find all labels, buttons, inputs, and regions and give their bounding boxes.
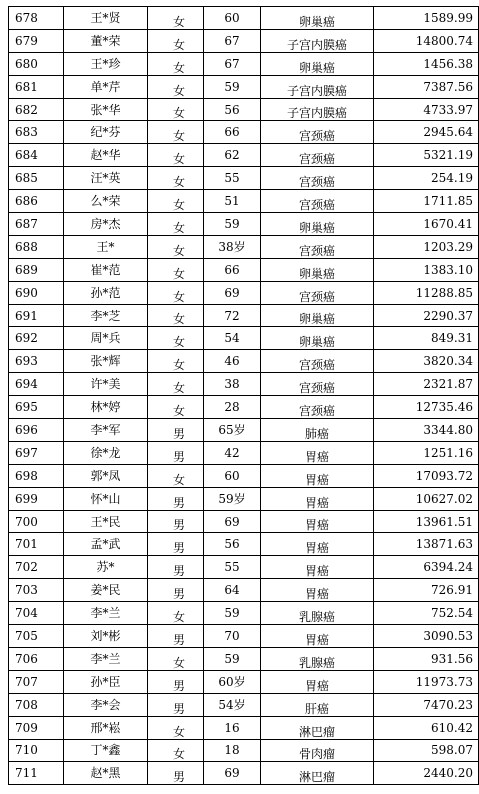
amount-cell: 7470.23 <box>374 693 479 716</box>
age-cell: 56 <box>204 533 261 556</box>
age-cell: 60岁 <box>204 670 261 693</box>
amount-cell: 4733.97 <box>374 98 479 121</box>
diagnosis-cell: 宫颈癌 <box>261 350 374 373</box>
row-number-cell: 697 <box>9 441 64 464</box>
table-row <box>9 98 479 121</box>
table-row <box>9 693 479 716</box>
name-cell: 许*美 <box>64 373 148 396</box>
table-row <box>9 373 479 396</box>
table-row <box>9 213 479 236</box>
amount-cell: 1456.38 <box>374 52 479 75</box>
name-cell: 王*民 <box>64 510 148 533</box>
diagnosis-cell: 肝癌 <box>261 693 374 716</box>
table-row <box>9 29 479 52</box>
diagnosis-cell: 淋巴瘤 <box>261 716 374 739</box>
age-cell: 60 <box>204 464 261 487</box>
sex-cell: 女 <box>148 190 204 213</box>
diagnosis-cell: 胃癌 <box>261 579 374 602</box>
table-row <box>9 556 479 579</box>
sex-cell: 女 <box>148 121 204 144</box>
sex-cell: 女 <box>148 7 204 30</box>
diagnosis-cell: 胃癌 <box>261 625 374 648</box>
sex-cell: 女 <box>148 213 204 236</box>
sex-cell: 男 <box>148 693 204 716</box>
age-cell: 64 <box>204 579 261 602</box>
row-number-cell: 694 <box>9 373 64 396</box>
name-cell: 周*兵 <box>64 327 148 350</box>
row-number-cell: 685 <box>9 167 64 190</box>
diagnosis-cell: 宫颈癌 <box>261 167 374 190</box>
diagnosis-cell: 子宫内膜癌 <box>261 98 374 121</box>
amount-cell: 2945.64 <box>374 121 479 144</box>
amount-cell: 11973.73 <box>374 670 479 693</box>
age-cell: 54 <box>204 327 261 350</box>
sex-cell: 女 <box>148 739 204 762</box>
row-number-cell: 703 <box>9 579 64 602</box>
diagnosis-cell: 宫颈癌 <box>261 190 374 213</box>
name-cell: 赵*华 <box>64 144 148 167</box>
table-row <box>9 625 479 648</box>
age-cell: 42 <box>204 441 261 464</box>
amount-cell: 752.54 <box>374 602 479 625</box>
name-cell: 赵*黑 <box>64 762 148 785</box>
table-row <box>9 716 479 739</box>
table-row <box>9 52 479 75</box>
sex-cell: 男 <box>148 579 204 602</box>
amount-cell: 1711.85 <box>374 190 479 213</box>
diagnosis-cell: 卵巢癌 <box>261 258 374 281</box>
row-number-cell: 696 <box>9 419 64 442</box>
diagnosis-cell: 卵巢癌 <box>261 327 374 350</box>
name-cell: 纪*芬 <box>64 121 148 144</box>
name-cell: 孙*臣 <box>64 670 148 693</box>
table-row <box>9 327 479 350</box>
age-cell: 69 <box>204 762 261 785</box>
amount-cell: 610.42 <box>374 716 479 739</box>
row-number-cell: 705 <box>9 625 64 648</box>
diagnosis-cell: 卵巢癌 <box>261 304 374 327</box>
sex-cell: 女 <box>148 304 204 327</box>
diagnosis-cell: 胃癌 <box>261 441 374 464</box>
table-row <box>9 121 479 144</box>
diagnosis-cell: 胃癌 <box>261 464 374 487</box>
age-cell: 18 <box>204 739 261 762</box>
name-cell: 王* <box>64 235 148 258</box>
age-cell: 62 <box>204 144 261 167</box>
sex-cell: 女 <box>148 144 204 167</box>
age-cell: 56 <box>204 98 261 121</box>
age-cell: 60 <box>204 7 261 30</box>
name-cell: 邢*崧 <box>64 716 148 739</box>
name-cell: 王*贤 <box>64 7 148 30</box>
age-cell: 69 <box>204 510 261 533</box>
name-cell: 王*珍 <box>64 52 148 75</box>
sex-cell: 男 <box>148 533 204 556</box>
row-number-cell: 695 <box>9 396 64 419</box>
row-number-cell: 710 <box>9 739 64 762</box>
row-number-cell: 702 <box>9 556 64 579</box>
diagnosis-cell: 子宫内膜癌 <box>261 29 374 52</box>
row-number-cell: 708 <box>9 693 64 716</box>
diagnosis-cell: 卵巢癌 <box>261 213 374 236</box>
amount-cell: 14800.74 <box>374 29 479 52</box>
name-cell: 李*兰 <box>64 647 148 670</box>
diagnosis-cell: 宫颈癌 <box>261 235 374 258</box>
age-cell: 67 <box>204 52 261 75</box>
table-row <box>9 510 479 533</box>
sex-cell: 女 <box>148 52 204 75</box>
diagnosis-cell: 胃癌 <box>261 487 374 510</box>
row-number-cell: 683 <box>9 121 64 144</box>
sex-cell: 男 <box>148 625 204 648</box>
name-cell: 董*荣 <box>64 29 148 52</box>
age-cell: 38岁 <box>204 235 261 258</box>
table-body <box>9 7 479 785</box>
row-number-cell: 701 <box>9 533 64 556</box>
table-row <box>9 533 479 556</box>
amount-cell: 931.56 <box>374 647 479 670</box>
name-cell: 孙*范 <box>64 281 148 304</box>
name-cell: 怀*山 <box>64 487 148 510</box>
name-cell: 单*芹 <box>64 75 148 98</box>
row-number-cell: 678 <box>9 7 64 30</box>
row-number-cell: 690 <box>9 281 64 304</box>
name-cell: 刘*彬 <box>64 625 148 648</box>
age-cell: 59岁 <box>204 487 261 510</box>
row-number-cell: 688 <box>9 235 64 258</box>
amount-cell: 2440.20 <box>374 762 479 785</box>
table-row <box>9 647 479 670</box>
row-number-cell: 687 <box>9 213 64 236</box>
name-cell: 房*杰 <box>64 213 148 236</box>
amount-cell: 13961.51 <box>374 510 479 533</box>
amount-cell: 2290.37 <box>374 304 479 327</box>
table-row <box>9 304 479 327</box>
table-row <box>9 396 479 419</box>
row-number-cell: 700 <box>9 510 64 533</box>
amount-cell: 849.31 <box>374 327 479 350</box>
age-cell: 66 <box>204 258 261 281</box>
amount-cell: 13871.63 <box>374 533 479 556</box>
age-cell: 72 <box>204 304 261 327</box>
table-row <box>9 739 479 762</box>
sex-cell: 男 <box>148 556 204 579</box>
age-cell: 55 <box>204 556 261 579</box>
row-number-cell: 707 <box>9 670 64 693</box>
name-cell: 张*辉 <box>64 350 148 373</box>
age-cell: 67 <box>204 29 261 52</box>
name-cell: 郭*凤 <box>64 464 148 487</box>
table-row <box>9 258 479 281</box>
diagnosis-cell: 胃癌 <box>261 510 374 533</box>
table-row <box>9 441 479 464</box>
row-number-cell: 689 <box>9 258 64 281</box>
amount-cell: 10627.02 <box>374 487 479 510</box>
amount-cell: 6394.24 <box>374 556 479 579</box>
name-cell: 李*军 <box>64 419 148 442</box>
sex-cell: 男 <box>148 670 204 693</box>
table-row <box>9 7 479 30</box>
amount-cell: 726.91 <box>374 579 479 602</box>
sex-cell: 男 <box>148 441 204 464</box>
name-cell: 汪*英 <box>64 167 148 190</box>
sex-cell: 女 <box>148 716 204 739</box>
table-row <box>9 190 479 213</box>
name-cell: 李*芝 <box>64 304 148 327</box>
diagnosis-cell: 宫颈癌 <box>261 373 374 396</box>
diagnosis-cell: 肺癌 <box>261 419 374 442</box>
row-number-cell: 679 <box>9 29 64 52</box>
amount-cell: 598.07 <box>374 739 479 762</box>
sex-cell: 女 <box>148 647 204 670</box>
diagnosis-cell: 胃癌 <box>261 533 374 556</box>
sex-cell: 男 <box>148 419 204 442</box>
sex-cell: 女 <box>148 258 204 281</box>
diagnosis-cell: 胃癌 <box>261 556 374 579</box>
row-number-cell: 698 <box>9 464 64 487</box>
diagnosis-cell: 淋巴瘤 <box>261 762 374 785</box>
sex-cell: 女 <box>148 327 204 350</box>
sex-cell: 男 <box>148 510 204 533</box>
sex-cell: 女 <box>148 75 204 98</box>
name-cell: 苏* <box>64 556 148 579</box>
diagnosis-cell: 宫颈癌 <box>261 396 374 419</box>
sex-cell: 女 <box>148 350 204 373</box>
row-number-cell: 692 <box>9 327 64 350</box>
name-cell: 李*兰 <box>64 602 148 625</box>
name-cell: 么*荣 <box>64 190 148 213</box>
patient-records-table <box>8 6 479 785</box>
amount-cell: 3344.80 <box>374 419 479 442</box>
diagnosis-cell: 卵巢癌 <box>261 52 374 75</box>
name-cell: 崔*范 <box>64 258 148 281</box>
amount-cell: 1670.41 <box>374 213 479 236</box>
age-cell: 69 <box>204 281 261 304</box>
amount-cell: 1383.10 <box>374 258 479 281</box>
row-number-cell: 681 <box>9 75 64 98</box>
amount-cell: 1251.16 <box>374 441 479 464</box>
diagnosis-cell: 子宫内膜癌 <box>261 75 374 98</box>
diagnosis-cell: 宫颈癌 <box>261 144 374 167</box>
row-number-cell: 686 <box>9 190 64 213</box>
sex-cell: 女 <box>148 373 204 396</box>
sex-cell: 女 <box>148 167 204 190</box>
name-cell: 张*华 <box>64 98 148 121</box>
age-cell: 59 <box>204 602 261 625</box>
age-cell: 55 <box>204 167 261 190</box>
row-number-cell: 699 <box>9 487 64 510</box>
amount-cell: 254.19 <box>374 167 479 190</box>
diagnosis-cell: 乳腺癌 <box>261 647 374 670</box>
table-row <box>9 670 479 693</box>
row-number-cell: 706 <box>9 647 64 670</box>
table-row <box>9 281 479 304</box>
diagnosis-cell: 宫颈癌 <box>261 121 374 144</box>
table-row <box>9 350 479 373</box>
diagnosis-cell: 宫颈癌 <box>261 281 374 304</box>
table-row <box>9 602 479 625</box>
amount-cell: 17093.72 <box>374 464 479 487</box>
age-cell: 16 <box>204 716 261 739</box>
sex-cell: 女 <box>148 98 204 121</box>
table-row <box>9 75 479 98</box>
amount-cell: 1203.29 <box>374 235 479 258</box>
amount-cell: 3090.53 <box>374 625 479 648</box>
age-cell: 65岁 <box>204 419 261 442</box>
diagnosis-cell: 胃癌 <box>261 670 374 693</box>
table-row <box>9 167 479 190</box>
table-row <box>9 487 479 510</box>
amount-cell: 11288.85 <box>374 281 479 304</box>
diagnosis-cell: 乳腺癌 <box>261 602 374 625</box>
name-cell: 李*会 <box>64 693 148 716</box>
table-row <box>9 235 479 258</box>
row-number-cell: 711 <box>9 762 64 785</box>
name-cell: 林*婷 <box>64 396 148 419</box>
age-cell: 46 <box>204 350 261 373</box>
amount-cell: 1589.99 <box>374 7 479 30</box>
age-cell: 70 <box>204 625 261 648</box>
sex-cell: 女 <box>148 464 204 487</box>
age-cell: 28 <box>204 396 261 419</box>
age-cell: 51 <box>204 190 261 213</box>
sex-cell: 女 <box>148 396 204 419</box>
amount-cell: 2321.87 <box>374 373 479 396</box>
sex-cell: 女 <box>148 29 204 52</box>
table-row <box>9 579 479 602</box>
name-cell: 徐*龙 <box>64 441 148 464</box>
amount-cell: 12735.46 <box>374 396 479 419</box>
age-cell: 59 <box>204 75 261 98</box>
sex-cell: 女 <box>148 281 204 304</box>
row-number-cell: 691 <box>9 304 64 327</box>
table-row <box>9 762 479 785</box>
name-cell: 孟*武 <box>64 533 148 556</box>
row-number-cell: 704 <box>9 602 64 625</box>
sex-cell: 女 <box>148 235 204 258</box>
sex-cell: 男 <box>148 487 204 510</box>
age-cell: 59 <box>204 213 261 236</box>
age-cell: 38 <box>204 373 261 396</box>
sex-cell: 男 <box>148 762 204 785</box>
row-number-cell: 682 <box>9 98 64 121</box>
amount-cell: 5321.19 <box>374 144 479 167</box>
amount-cell: 3820.34 <box>374 350 479 373</box>
row-number-cell: 680 <box>9 52 64 75</box>
row-number-cell: 693 <box>9 350 64 373</box>
table-row <box>9 464 479 487</box>
table-row <box>9 419 479 442</box>
sex-cell: 女 <box>148 602 204 625</box>
diagnosis-cell: 卵巢癌 <box>261 7 374 30</box>
age-cell: 66 <box>204 121 261 144</box>
row-number-cell: 709 <box>9 716 64 739</box>
age-cell: 59 <box>204 647 261 670</box>
name-cell: 丁*鑫 <box>64 739 148 762</box>
row-number-cell: 684 <box>9 144 64 167</box>
name-cell: 姜*民 <box>64 579 148 602</box>
table-row <box>9 144 479 167</box>
age-cell: 54岁 <box>204 693 261 716</box>
amount-cell: 7387.56 <box>374 75 479 98</box>
diagnosis-cell: 骨肉瘤 <box>261 739 374 762</box>
